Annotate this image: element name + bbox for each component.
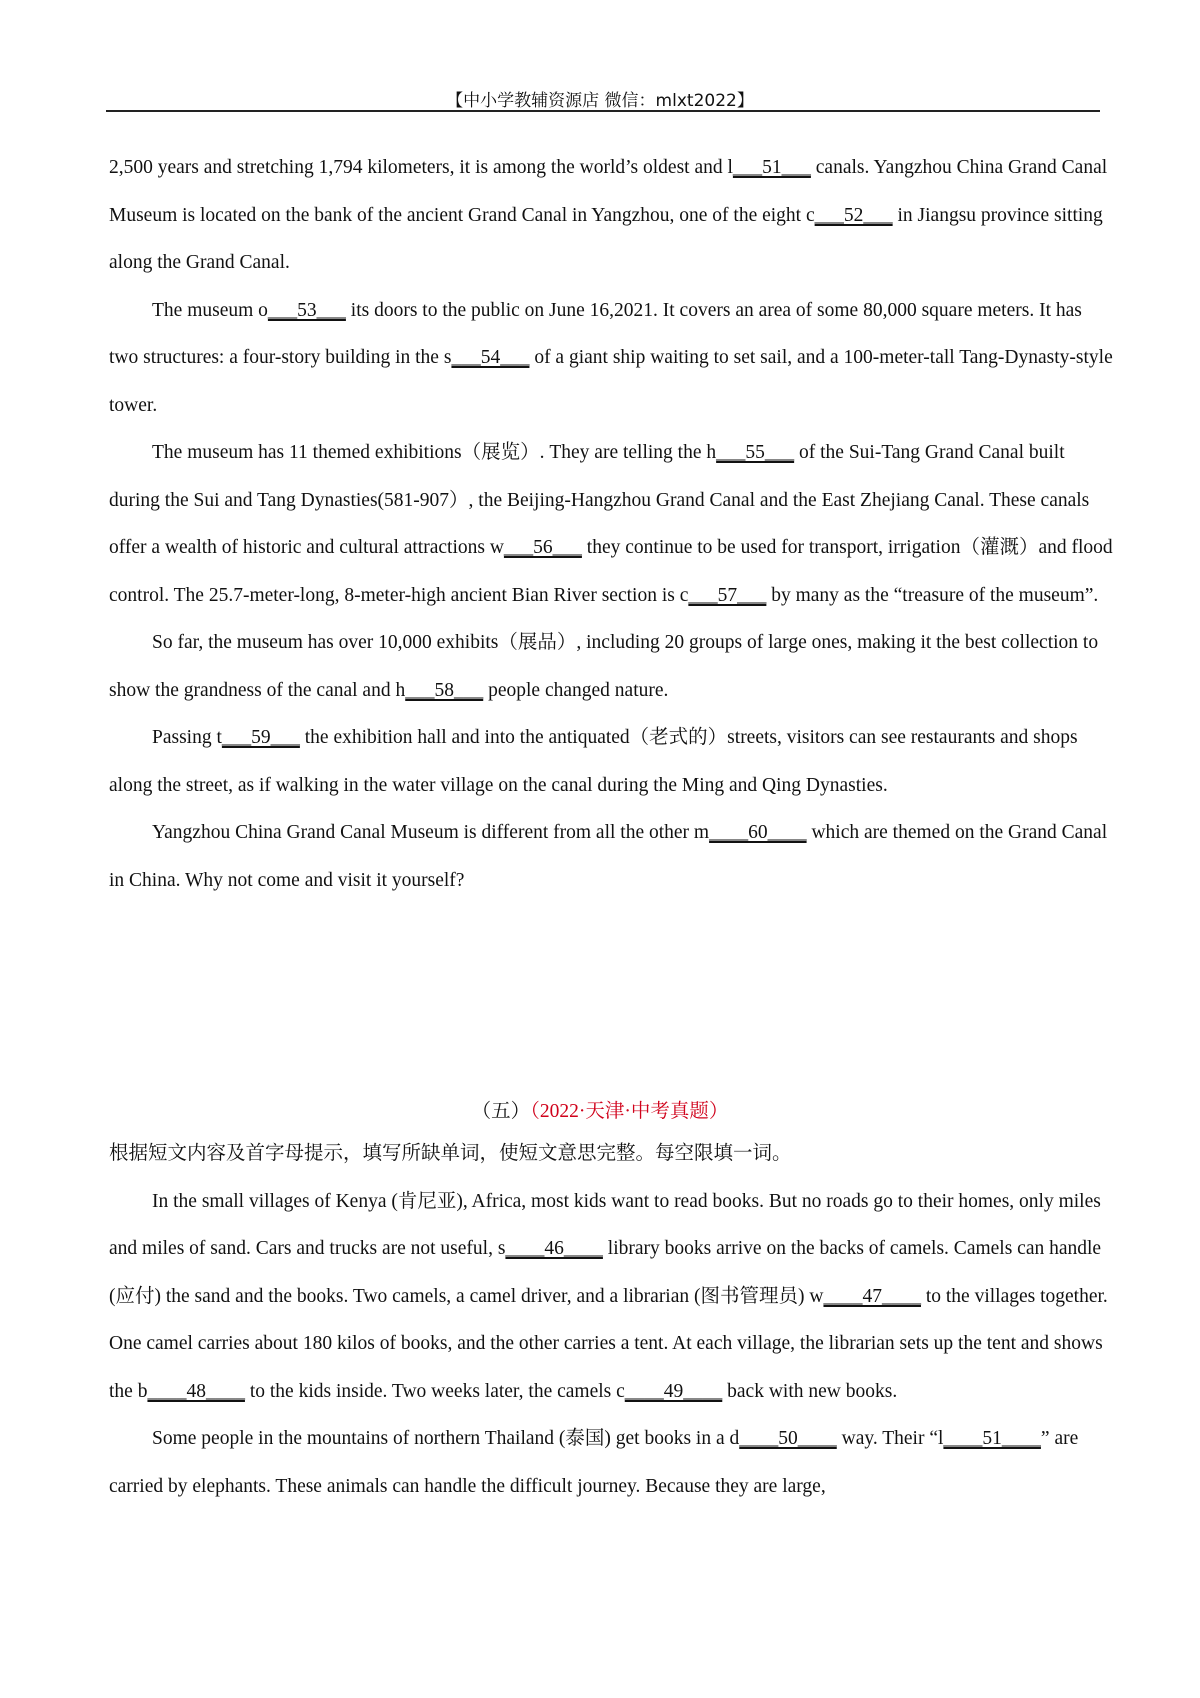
paragraph: [109, 429, 1114, 619]
paragraph: [109, 619, 1114, 714]
text-run: they continue to be used for transport, irrigation（灌溉）and flood control. The 25.7-meter-long, 8-meter-high ancient Bian River section is c: [109, 537, 1113, 606]
answer-blank: ____48____: [147, 1380, 245, 1402]
section-title: [0, 1098, 1200, 1126]
answer-blank: ___59___: [221, 727, 300, 748]
passage-kenya-libraries: [109, 1130, 1114, 1510]
text-run: way. Their “l: [836, 1428, 944, 1449]
paragraph: [109, 287, 1114, 430]
text-run: its doors to the public on June 16,2021. It covers an area of some 80,000 square meters. It has two structures: a four-story building in the s: [109, 299, 1082, 368]
paragraph: [109, 144, 1114, 287]
answer-blank: ___52___: [814, 204, 893, 226]
page-header: 【中小学教辅资源店 微信：mlxt2022】: [446, 91, 754, 111]
text-run: The museum o: [152, 299, 268, 321]
text-run: back with new books.: [722, 1380, 898, 1402]
instruction-text: 根据短文内容及首字母提示，填写所缺单词，使短文意思完整。每空限填一词。: [109, 1143, 792, 1164]
section-source: （2022·天津·中考真题）: [530, 1101, 729, 1122]
text-run: canals. Yangzhou China Grand Canal Museum is located on the bank of the ancient Grand Canal in Yangzhou, one of the eight c: [109, 157, 1108, 226]
header-rule: [106, 110, 1100, 112]
answer-blank: ___58___: [405, 679, 484, 701]
text-run: people changed nature.: [483, 679, 669, 701]
text-run: So far, the museum has over 10,000 exhibits（展品）, including 20 groups of large ones, making it the best collection to show the grandness of the canal and h: [109, 632, 1099, 701]
text-run: in Jiangsu province sitting along the Grand Canal.: [109, 204, 1103, 273]
answer-blank: ____60____: [709, 822, 807, 843]
answer-blank: ___55___: [716, 442, 795, 463]
text-run: of a giant ship waiting to set sail, and a 100-meter-tall Tang-Dynasty-style tower.: [109, 347, 1113, 416]
answer-blank: ___57___: [688, 584, 767, 606]
section-number: （五）: [471, 1101, 531, 1122]
answer-blank: ___53___: [267, 299, 346, 321]
answer-blank: ___56___: [503, 537, 582, 558]
passage-body: [109, 1178, 1114, 1511]
text-run: library books arrive on the backs of camels. Camels can handle (应付) the sand and the books. Two camels, a camel driver, and a librarian (图书管理员) w: [109, 1238, 1102, 1307]
answer-blank: ____46____: [505, 1238, 603, 1259]
text-run: Yangzhou China Grand Canal Museum is different from all the other m: [152, 822, 710, 843]
passage-canal-museum: [109, 144, 1114, 904]
text-run: In the small villages of Kenya (肯尼亚), Africa, most kids want to read books. But no roads go to their homes, only miles and miles of sand. Cars and trucks are not useful, s: [109, 1190, 1101, 1259]
answer-blank: ___51___: [732, 157, 811, 178]
paragraph: [109, 1415, 1114, 1510]
text-run: 2,500 years and stretching 1,794 kilometers, it is among the world’s oldest and l: [109, 157, 733, 178]
paragraph: [109, 714, 1114, 809]
text-run: which are themed on the Grand Canal in China. Why not come and visit it yourself?: [109, 822, 1108, 891]
paragraph: [109, 809, 1114, 904]
text-run: Some people in the mountains of northern Thailand (泰国) get books in a d: [152, 1428, 740, 1449]
text-run: to the villages together. One camel carries about 180 kilos of books, and the other carries a tent. At each village, the librarian sets up the tent and shows the b: [109, 1285, 1108, 1402]
text-run: of the Sui-Tang Grand Canal built during the Sui and Tang Dynasties(581-907）, the Beijing-Hangzhou Grand Canal and the East Zhejiang Canal. These canals offer a wealth of historic and cultural attractions w: [109, 442, 1090, 558]
text-run: Passing t: [152, 727, 222, 748]
text-run: to the kids inside. Two weeks later, the camels c: [244, 1380, 625, 1402]
answer-blank: ____47____: [823, 1285, 921, 1307]
text-run: the exhibition hall and into the antiquated（老式的）streets, visitors can see restaurants and shops along the street, as if walking in the water village on the canal during the Ming and Qing Dynasties.: [109, 727, 1078, 796]
answer-blank: ____50____: [739, 1428, 837, 1449]
answer-blank: ___54___: [451, 347, 530, 368]
text-run: by many as the “treasure of the museum”.: [766, 584, 1099, 606]
text-run: The museum has 11 themed exhibitions（展览）. They are telling the h: [152, 442, 717, 463]
answer-blank: ____51____: [943, 1428, 1041, 1449]
answer-blank: ____49____: [624, 1380, 723, 1402]
paragraph: [109, 1178, 1114, 1416]
text-run: ” are carried by elephants. These animals can handle the difficult journey. Because they are large,: [109, 1428, 1079, 1497]
